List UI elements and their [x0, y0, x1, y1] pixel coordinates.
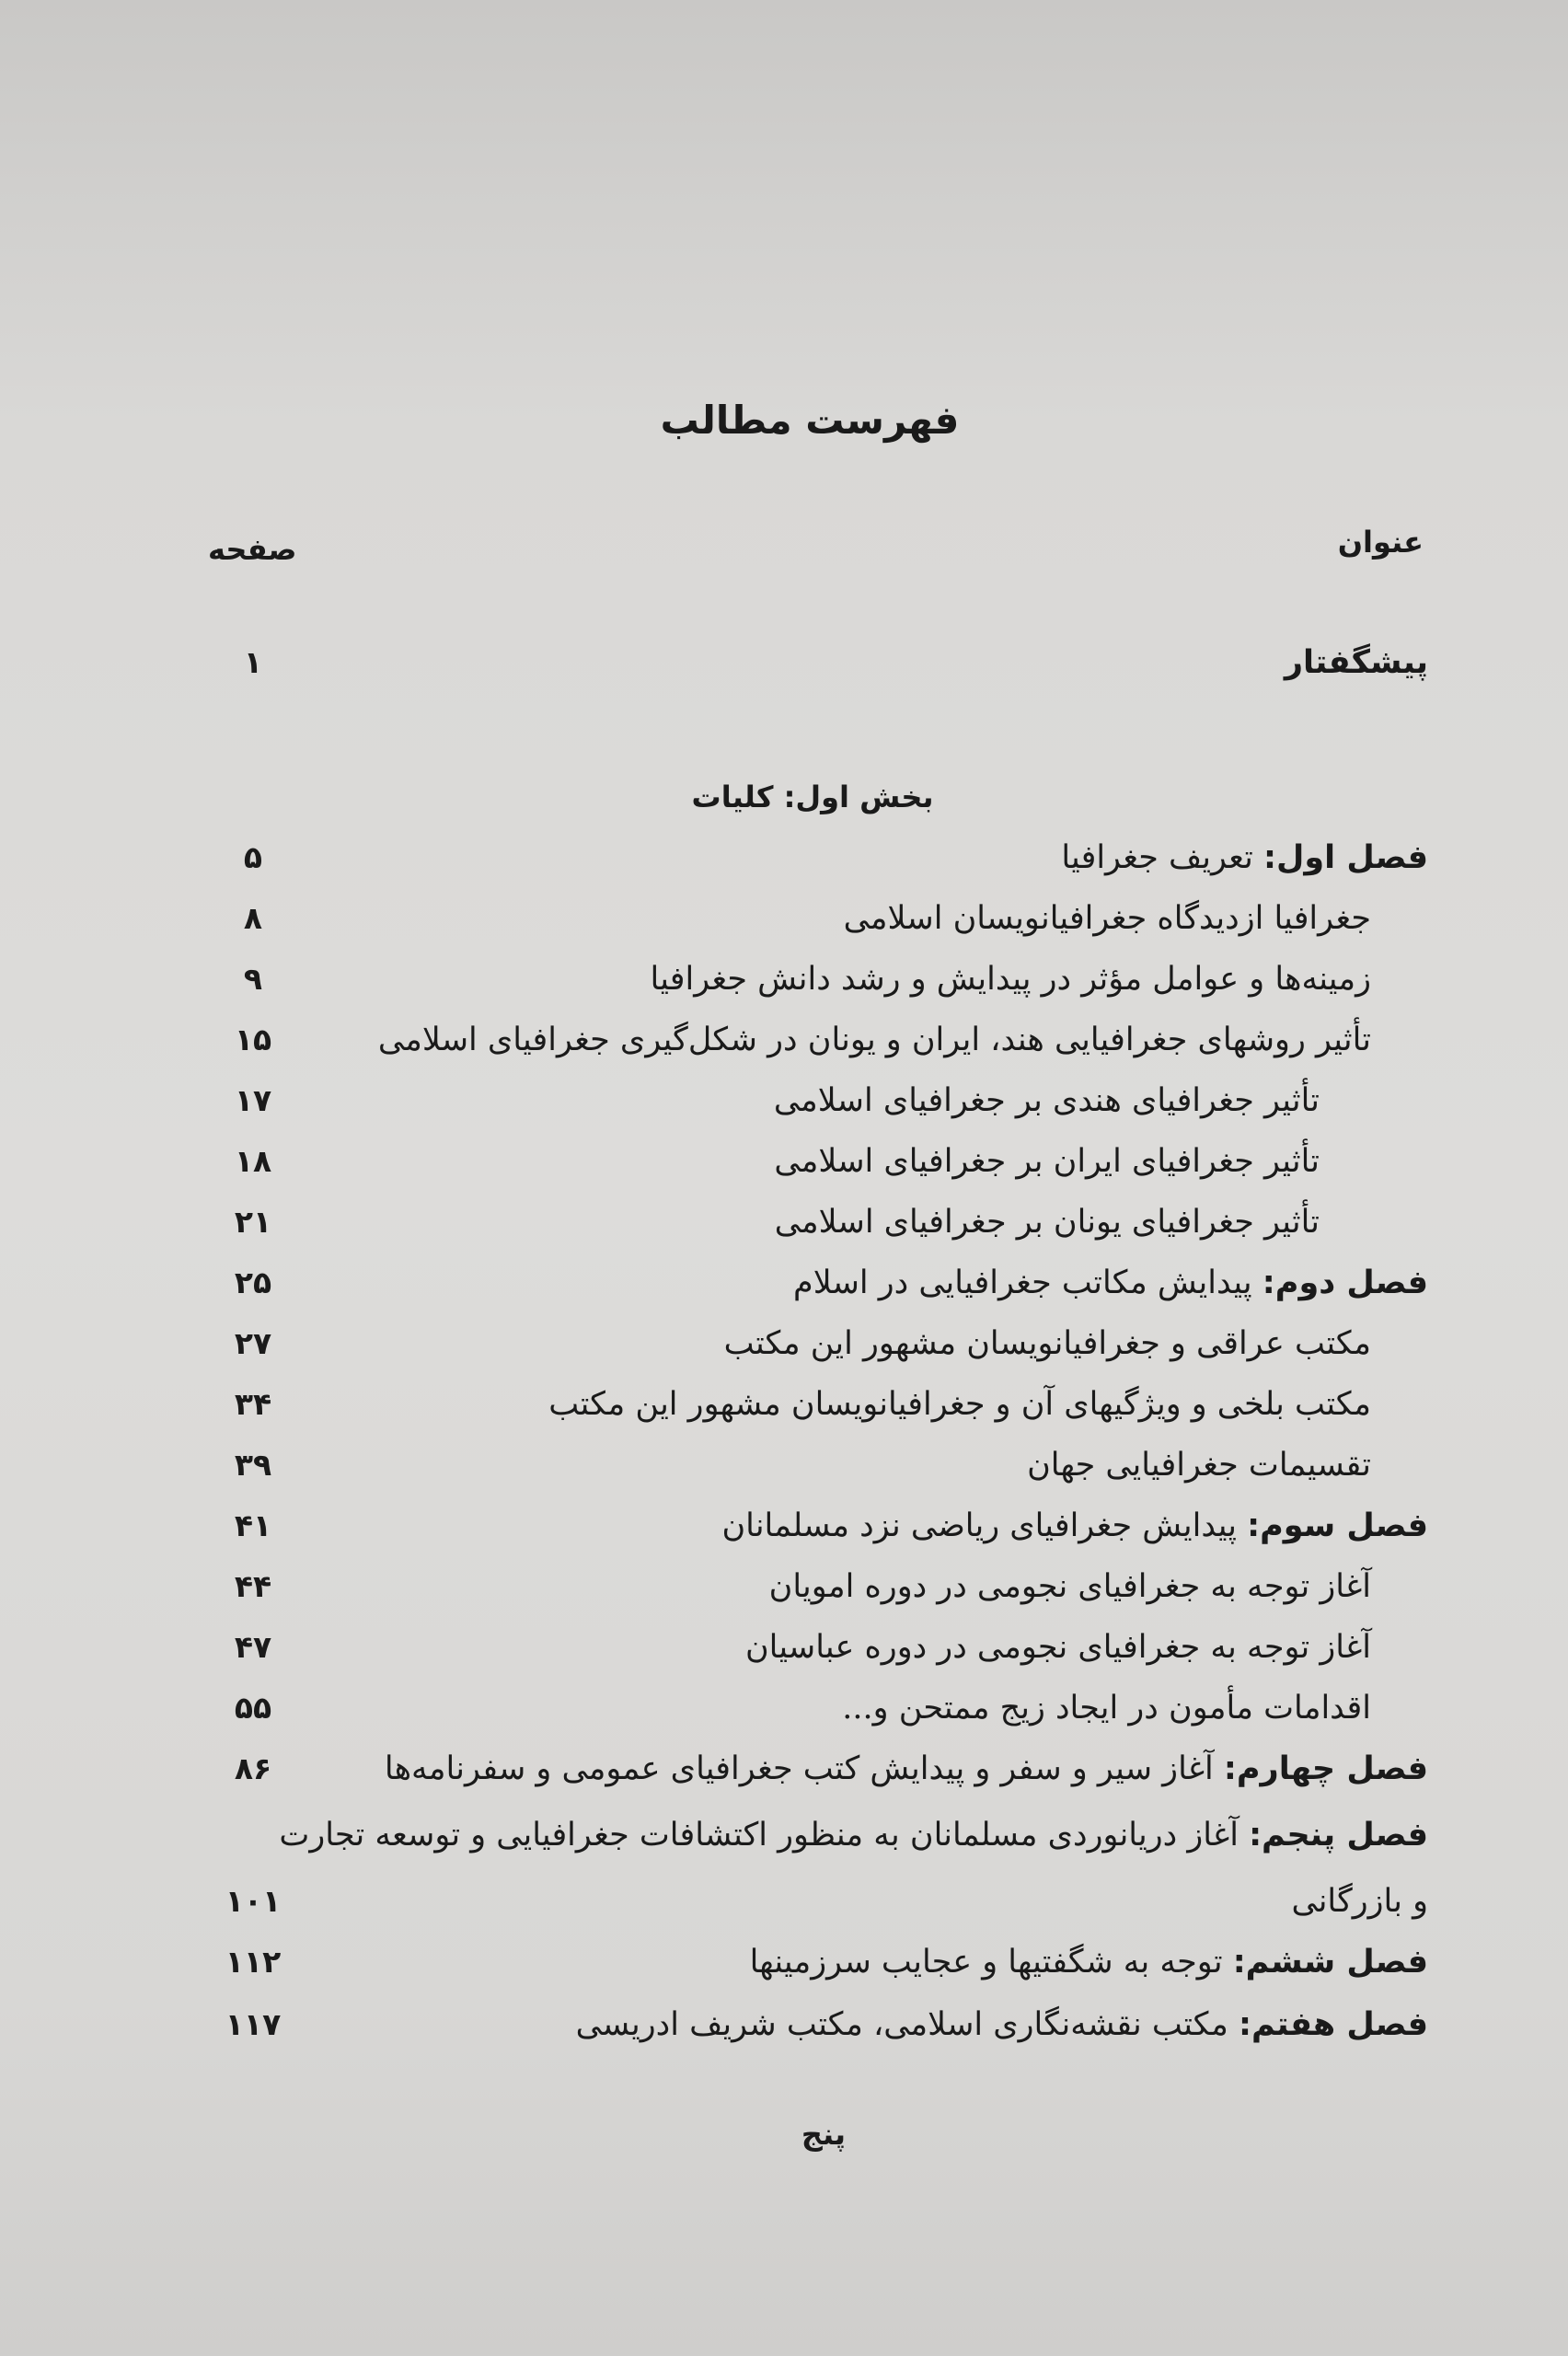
- entry-title: فصل چهارم: آغاز سیر و سفر و پیدایش کتب جغرافیای عمومی و سفرنامه‌ها: [384, 1750, 1428, 1787]
- entry-page: ۱۷: [234, 1082, 272, 1118]
- entry-page: ۵۵: [234, 1690, 272, 1726]
- toc-entry: [0, 1204, 1568, 1265]
- entry-page: ۳۴: [234, 1386, 272, 1422]
- toc-entry: [0, 2006, 1568, 2067]
- entry-title: تقسیمات جغرافیایی جهان: [1027, 1447, 1371, 1484]
- entry-title: فصل سوم: پیدایش جغرافیای ریاضی نزد مسلمانان: [721, 1507, 1428, 1544]
- entry-title: فصل هفتم: مکتب نقشه‌نگاری اسلامی، مکتب شریف ادریسی: [575, 2006, 1428, 2043]
- entry-title: و بازرگانی: [1291, 1883, 1428, 1920]
- entry-page: ۳۹: [234, 1447, 272, 1483]
- entry-title: جغرافیا ازدیدگاه جغرافیانویسان اسلامی: [843, 900, 1371, 937]
- preface-label: پیشگفتار: [1284, 644, 1428, 681]
- entry-page: ۱۵: [234, 1022, 272, 1057]
- chapter-label: فصل ششم:: [1232, 1944, 1428, 1981]
- entry-title: تأثیر جغرافیای ایران بر جغرافیای اسلامی: [774, 1143, 1320, 1180]
- chapter-label: فصل اول:: [1263, 839, 1428, 876]
- entry-title: فصل ششم: توجه به شگفتیها و عجایب سرزمینها: [749, 1944, 1428, 1981]
- entry-page: ۵: [243, 839, 263, 875]
- entry-title: اقدامات مأمون در ایجاد زیج ممتحن و...: [842, 1690, 1371, 1727]
- toc-entry: [0, 1568, 1568, 1629]
- toc-entry: [0, 1507, 1568, 1568]
- entry-title: مکتب بلخی و ویژگیهای آن و جغرافیانویسان مشهور این مکتب: [548, 1386, 1371, 1423]
- entry-page: ۹: [243, 961, 263, 997]
- entry-title: فصل دوم: پیدایش مکاتب جغرافیایی در اسلام: [793, 1265, 1428, 1301]
- chapter-label: فصل چهارم:: [1223, 1750, 1428, 1787]
- entry-page: ۴۱: [234, 1507, 272, 1543]
- entry-page: ۱۱۲: [225, 1944, 282, 1980]
- entry-page: ۴۷: [234, 1629, 272, 1665]
- entry-title: تأثیر جغرافیای هندی بر جغرافیای اسلامی: [773, 1082, 1320, 1119]
- entry-title: تأثیر جغرافیای یونان بر جغرافیای اسلامی: [774, 1204, 1320, 1241]
- chapter-label: فصل دوم:: [1262, 1265, 1428, 1301]
- entry-page: ۲۱: [234, 1204, 272, 1240]
- entry-title: فصل اول: تعریف جغرافیا: [1061, 839, 1428, 876]
- entry-title: فصل پنجم: آغاز دریانوردی مسلمانان به منظور اکتشافات جغرافیایی و توسعه تجارت: [279, 1817, 1428, 1854]
- toc-entry: [0, 1817, 1568, 1877]
- toc-entry: [0, 839, 1568, 900]
- entry-page: ۲۷: [234, 1325, 272, 1361]
- toc-entry: [0, 1447, 1568, 1507]
- toc-entry: [0, 1883, 1568, 1944]
- entry-title: مکتب عراقی و جغرافیانویسان مشهور این مکتب: [723, 1325, 1371, 1362]
- toc-entry: [0, 1265, 1568, 1325]
- toc-entry: [0, 1325, 1568, 1386]
- entry-page: ۸: [243, 900, 263, 936]
- title-column-header: عنوان: [1337, 525, 1424, 560]
- entry-title: آغاز توجه به جغرافیای نجومی در دوره امویان: [768, 1568, 1371, 1605]
- chapter-label: فصل سوم:: [1247, 1507, 1428, 1544]
- toc-entry-preface: [0, 644, 1568, 705]
- toc-entry: [0, 1143, 1568, 1204]
- preface-page: ۱: [243, 644, 263, 680]
- entry-page: ۱۱۷: [225, 2006, 282, 2042]
- page-number-footer: پنج: [801, 2117, 847, 2152]
- part-heading: بخش اول: کلیات: [691, 780, 934, 814]
- entry-page: ۸۶: [234, 1750, 272, 1786]
- entry-title: زمینه‌ها و عوامل مؤثر در پیدایش و رشد دانش جغرافیا: [650, 961, 1371, 998]
- toc-entry: [0, 1022, 1568, 1082]
- page-column-header: صفحه: [208, 532, 297, 567]
- chapter-label: فصل پنجم:: [1249, 1817, 1428, 1854]
- page-title: فهرست مطالب: [660, 398, 960, 443]
- toc-entry: [0, 1750, 1568, 1811]
- entry-page: ۲۵: [234, 1265, 272, 1300]
- toc-entry: [0, 1629, 1568, 1690]
- toc-entry: [0, 961, 1568, 1022]
- toc-entry: [0, 900, 1568, 961]
- toc-entry: [0, 1082, 1568, 1143]
- entry-title: آغاز توجه به جغرافیای نجومی در دوره عباسیان: [744, 1629, 1371, 1666]
- entry-title: تأثیر روشهای جغرافیایی هند، ایران و یونان در شکل‌گیری جغرافیای اسلامی: [377, 1022, 1371, 1058]
- entry-page: ۱۸: [234, 1143, 272, 1179]
- toc-entry: [0, 1690, 1568, 1750]
- entry-page: ۴۴: [234, 1568, 272, 1604]
- toc-entry: [0, 1944, 1568, 2004]
- toc-entry: [0, 1386, 1568, 1447]
- chapter-label: فصل هفتم:: [1238, 2006, 1428, 2043]
- entry-page: ۱۰۱: [225, 1883, 282, 1919]
